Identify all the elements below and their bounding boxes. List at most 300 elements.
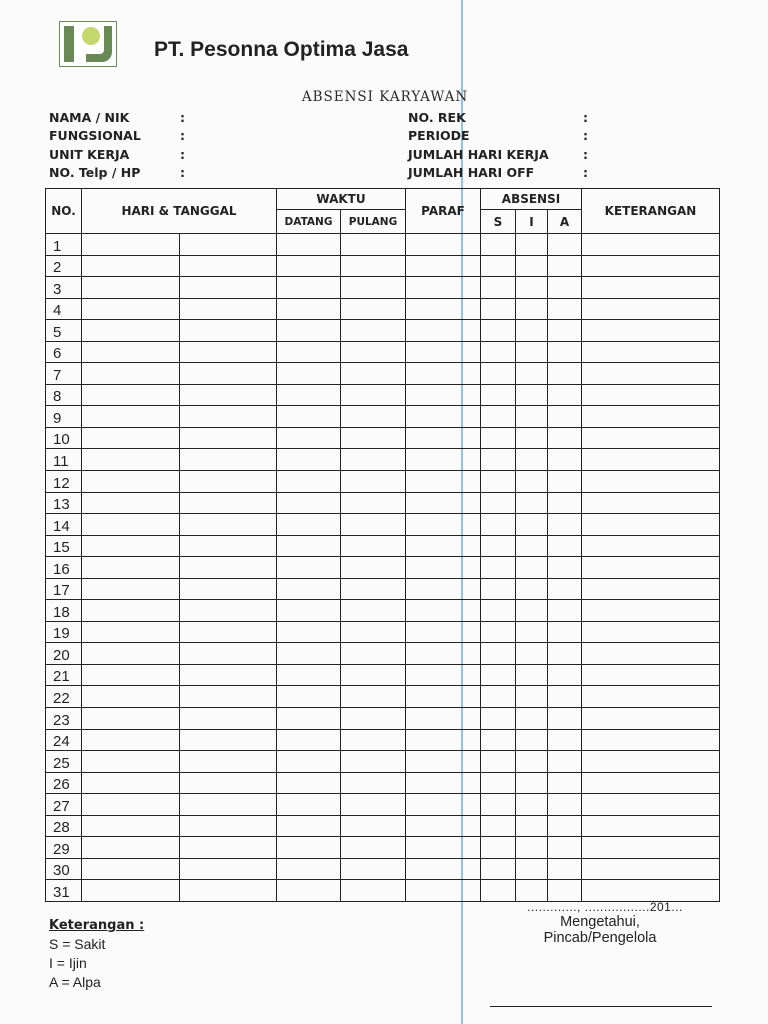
- hari-cell[interactable]: [82, 492, 180, 514]
- keterangan-cell[interactable]: [582, 535, 720, 557]
- a-cell[interactable]: [548, 363, 582, 385]
- a-cell[interactable]: [548, 643, 582, 665]
- paraf-cell[interactable]: [406, 427, 481, 449]
- s-cell[interactable]: [481, 320, 516, 342]
- s-cell[interactable]: [481, 277, 516, 299]
- datang-cell[interactable]: [277, 535, 341, 557]
- datang-cell[interactable]: [277, 492, 341, 514]
- hari-cell[interactable]: [82, 277, 180, 299]
- info-row-telp: [49, 164, 249, 182]
- hari-cell[interactable]: [82, 578, 180, 600]
- i-cell[interactable]: [516, 298, 548, 320]
- tanggal-cell[interactable]: [180, 664, 277, 686]
- tanggal-cell[interactable]: [180, 686, 277, 708]
- hari-cell[interactable]: [82, 837, 180, 859]
- pulang-cell[interactable]: [341, 643, 406, 665]
- keterangan-cell[interactable]: [582, 406, 720, 428]
- datang-cell[interactable]: [277, 643, 341, 665]
- hari-cell[interactable]: [82, 255, 180, 277]
- hari-cell[interactable]: [82, 234, 180, 256]
- i-cell[interactable]: [516, 643, 548, 665]
- keterangan-cell[interactable]: [582, 471, 720, 493]
- row-number: 26: [46, 772, 82, 794]
- hari-cell[interactable]: [82, 772, 180, 794]
- hari-cell[interactable]: [82, 363, 180, 385]
- pulang-cell[interactable]: [341, 341, 406, 363]
- tanggal-cell[interactable]: [180, 751, 277, 773]
- tanggal-cell[interactable]: [180, 320, 277, 342]
- datang-cell[interactable]: [277, 664, 341, 686]
- tanggal-cell[interactable]: [180, 600, 277, 622]
- a-cell[interactable]: [548, 471, 582, 493]
- pulang-cell[interactable]: [341, 471, 406, 493]
- s-cell[interactable]: [481, 858, 516, 880]
- hari-cell[interactable]: [82, 729, 180, 751]
- pulang-cell[interactable]: [341, 234, 406, 256]
- i-cell[interactable]: [516, 320, 548, 342]
- keterangan-cell[interactable]: [582, 621, 720, 643]
- datang-cell[interactable]: [277, 621, 341, 643]
- i-cell[interactable]: [516, 858, 548, 880]
- info-colon: :: [180, 128, 185, 144]
- a-cell[interactable]: [548, 255, 582, 277]
- hari-cell[interactable]: [82, 320, 180, 342]
- s-cell[interactable]: [481, 751, 516, 773]
- a-cell[interactable]: [548, 815, 582, 837]
- keterangan-cell[interactable]: [582, 427, 720, 449]
- s-cell[interactable]: [481, 514, 516, 536]
- datang-cell[interactable]: [277, 880, 341, 902]
- datang-cell[interactable]: [277, 255, 341, 277]
- datang-cell[interactable]: [277, 384, 341, 406]
- paraf-cell[interactable]: [406, 557, 481, 579]
- paraf-cell[interactable]: [406, 708, 481, 730]
- datang-cell[interactable]: [277, 320, 341, 342]
- a-cell[interactable]: [548, 514, 582, 536]
- keterangan-cell[interactable]: [582, 686, 720, 708]
- keterangan-cell[interactable]: [582, 298, 720, 320]
- tanggal-cell[interactable]: [180, 557, 277, 579]
- keterangan-cell[interactable]: [582, 557, 720, 579]
- s-cell[interactable]: [481, 535, 516, 557]
- tanggal-cell[interactable]: [180, 772, 277, 794]
- paraf-cell[interactable]: [406, 471, 481, 493]
- a-cell[interactable]: [548, 578, 582, 600]
- a-cell[interactable]: [548, 880, 582, 902]
- row-number: 30: [46, 858, 82, 880]
- keterangan-cell[interactable]: [582, 449, 720, 471]
- paraf-cell[interactable]: [406, 341, 481, 363]
- paraf-cell[interactable]: [406, 880, 481, 902]
- s-cell[interactable]: [481, 578, 516, 600]
- hari-cell[interactable]: [82, 471, 180, 493]
- keterangan-cell[interactable]: [582, 578, 720, 600]
- tanggal-cell[interactable]: [180, 621, 277, 643]
- paraf-cell[interactable]: [406, 255, 481, 277]
- paraf-cell[interactable]: [406, 384, 481, 406]
- pulang-cell[interactable]: [341, 794, 406, 816]
- paraf-cell[interactable]: [406, 837, 481, 859]
- header-hari-tanggal: HARI & TANGGAL: [82, 189, 277, 234]
- i-cell[interactable]: [516, 427, 548, 449]
- keterangan-cell[interactable]: [582, 794, 720, 816]
- tanggal-cell[interactable]: [180, 837, 277, 859]
- a-cell[interactable]: [548, 449, 582, 471]
- tanggal-cell[interactable]: [180, 880, 277, 902]
- hari-cell[interactable]: [82, 406, 180, 428]
- pulang-cell[interactable]: [341, 837, 406, 859]
- info-row-hari-kerja: [408, 146, 608, 164]
- s-cell[interactable]: [481, 298, 516, 320]
- i-cell[interactable]: [516, 708, 548, 730]
- pulang-cell[interactable]: [341, 514, 406, 536]
- s-cell[interactable]: [481, 794, 516, 816]
- a-cell[interactable]: [548, 837, 582, 859]
- paraf-cell[interactable]: [406, 772, 481, 794]
- s-cell[interactable]: [481, 643, 516, 665]
- tanggal-cell[interactable]: [180, 794, 277, 816]
- row-number: 23: [46, 708, 82, 730]
- i-cell[interactable]: [516, 686, 548, 708]
- hari-cell[interactable]: [82, 815, 180, 837]
- keterangan-cell[interactable]: [582, 514, 720, 536]
- hari-cell[interactable]: [82, 384, 180, 406]
- info-label: NO. Telp / HP: [49, 164, 141, 180]
- hari-cell[interactable]: [82, 794, 180, 816]
- hari-cell[interactable]: [82, 600, 180, 622]
- i-cell[interactable]: [516, 341, 548, 363]
- a-cell[interactable]: [548, 384, 582, 406]
- paraf-cell[interactable]: [406, 320, 481, 342]
- datang-cell[interactable]: [277, 234, 341, 256]
- pulang-cell[interactable]: [341, 600, 406, 622]
- i-cell[interactable]: [516, 535, 548, 557]
- datang-cell[interactable]: [277, 708, 341, 730]
- s-cell[interactable]: [481, 686, 516, 708]
- row-number: 21: [46, 664, 82, 686]
- tanggal-cell[interactable]: [180, 234, 277, 256]
- keterangan-cell[interactable]: [582, 341, 720, 363]
- a-cell[interactable]: [548, 492, 582, 514]
- tanggal-cell[interactable]: [180, 427, 277, 449]
- attendance-table: [45, 188, 720, 902]
- paraf-cell[interactable]: [406, 234, 481, 256]
- datang-cell[interactable]: [277, 686, 341, 708]
- hari-cell[interactable]: [82, 880, 180, 902]
- s-cell[interactable]: [481, 621, 516, 643]
- paraf-cell[interactable]: [406, 858, 481, 880]
- i-cell[interactable]: [516, 664, 548, 686]
- keterangan-cell[interactable]: [582, 363, 720, 385]
- paraf-cell[interactable]: [406, 298, 481, 320]
- keterangan-cell[interactable]: [582, 772, 720, 794]
- s-cell[interactable]: [481, 406, 516, 428]
- datang-cell[interactable]: [277, 449, 341, 471]
- a-cell[interactable]: [548, 858, 582, 880]
- datang-cell[interactable]: [277, 751, 341, 773]
- pulang-cell[interactable]: [341, 772, 406, 794]
- s-cell[interactable]: [481, 341, 516, 363]
- s-cell[interactable]: [481, 492, 516, 514]
- pulang-cell[interactable]: [341, 535, 406, 557]
- keterangan-cell[interactable]: [582, 277, 720, 299]
- paraf-cell[interactable]: [406, 492, 481, 514]
- s-cell[interactable]: [481, 427, 516, 449]
- s-cell[interactable]: [481, 234, 516, 256]
- tanggal-cell[interactable]: [180, 578, 277, 600]
- i-cell[interactable]: [516, 621, 548, 643]
- tanggal-cell[interactable]: [180, 708, 277, 730]
- row-number: 14: [46, 514, 82, 536]
- i-cell[interactable]: [516, 794, 548, 816]
- s-cell[interactable]: [481, 772, 516, 794]
- s-cell[interactable]: [481, 384, 516, 406]
- i-cell[interactable]: [516, 492, 548, 514]
- pulang-cell[interactable]: [341, 858, 406, 880]
- a-cell[interactable]: [548, 341, 582, 363]
- row-number: 8: [46, 384, 82, 406]
- hari-cell[interactable]: [82, 298, 180, 320]
- hari-cell[interactable]: [82, 557, 180, 579]
- tanggal-cell[interactable]: [180, 255, 277, 277]
- paraf-cell[interactable]: [406, 729, 481, 751]
- paraf-cell[interactable]: [406, 578, 481, 600]
- pulang-cell[interactable]: [341, 708, 406, 730]
- datang-cell[interactable]: [277, 514, 341, 536]
- tanggal-cell[interactable]: [180, 449, 277, 471]
- i-cell[interactable]: [516, 729, 548, 751]
- tanggal-cell[interactable]: [180, 535, 277, 557]
- a-cell[interactable]: [548, 708, 582, 730]
- pulang-cell[interactable]: [341, 406, 406, 428]
- a-cell[interactable]: [548, 557, 582, 579]
- keterangan-cell[interactable]: [582, 858, 720, 880]
- pulang-cell[interactable]: [341, 621, 406, 643]
- a-cell[interactable]: [548, 277, 582, 299]
- pulang-cell[interactable]: [341, 880, 406, 902]
- hari-cell[interactable]: [82, 751, 180, 773]
- hari-cell[interactable]: [82, 708, 180, 730]
- hari-cell[interactable]: [82, 664, 180, 686]
- info-colon: :: [180, 146, 185, 162]
- s-cell[interactable]: [481, 557, 516, 579]
- paraf-cell[interactable]: [406, 535, 481, 557]
- paraf-cell[interactable]: [406, 686, 481, 708]
- paraf-cell[interactable]: [406, 751, 481, 773]
- datang-cell[interactable]: [277, 794, 341, 816]
- hari-cell[interactable]: [82, 341, 180, 363]
- i-cell[interactable]: [516, 751, 548, 773]
- keterangan-cell[interactable]: [582, 320, 720, 342]
- datang-cell[interactable]: [277, 471, 341, 493]
- datang-cell[interactable]: [277, 341, 341, 363]
- keterangan-cell[interactable]: [582, 664, 720, 686]
- pulang-cell[interactable]: [341, 384, 406, 406]
- tanggal-cell[interactable]: [180, 277, 277, 299]
- datang-cell[interactable]: [277, 298, 341, 320]
- hari-cell[interactable]: [82, 449, 180, 471]
- paraf-cell[interactable]: [406, 664, 481, 686]
- pulang-cell[interactable]: [341, 298, 406, 320]
- pulang-cell[interactable]: [341, 815, 406, 837]
- pulang-cell[interactable]: [341, 255, 406, 277]
- a-cell[interactable]: [548, 751, 582, 773]
- table-row: [46, 277, 720, 299]
- hari-cell[interactable]: [82, 427, 180, 449]
- keterangan-cell[interactable]: [582, 492, 720, 514]
- datang-cell[interactable]: [277, 815, 341, 837]
- s-cell[interactable]: [481, 880, 516, 902]
- i-cell[interactable]: [516, 514, 548, 536]
- a-cell[interactable]: [548, 427, 582, 449]
- i-cell[interactable]: [516, 772, 548, 794]
- keterangan-cell[interactable]: [582, 880, 720, 902]
- a-cell[interactable]: [548, 772, 582, 794]
- pulang-cell[interactable]: [341, 320, 406, 342]
- keterangan-cell[interactable]: [582, 234, 720, 256]
- paraf-cell[interactable]: [406, 600, 481, 622]
- i-cell[interactable]: [516, 600, 548, 622]
- paraf-cell[interactable]: [406, 815, 481, 837]
- datang-cell[interactable]: [277, 363, 341, 385]
- paraf-cell[interactable]: [406, 643, 481, 665]
- i-cell[interactable]: [516, 406, 548, 428]
- hari-cell[interactable]: [82, 686, 180, 708]
- i-cell[interactable]: [516, 449, 548, 471]
- tanggal-cell[interactable]: [180, 492, 277, 514]
- datang-cell[interactable]: [277, 557, 341, 579]
- s-cell[interactable]: [481, 363, 516, 385]
- hari-cell[interactable]: [82, 621, 180, 643]
- tanggal-cell[interactable]: [180, 729, 277, 751]
- a-cell[interactable]: [548, 406, 582, 428]
- keterangan-cell[interactable]: [582, 837, 720, 859]
- i-cell[interactable]: [516, 837, 548, 859]
- keterangan-cell[interactable]: [582, 600, 720, 622]
- a-cell[interactable]: [548, 621, 582, 643]
- pulang-cell[interactable]: [341, 729, 406, 751]
- pulang-cell[interactable]: [341, 557, 406, 579]
- i-cell[interactable]: [516, 815, 548, 837]
- hari-cell[interactable]: [82, 535, 180, 557]
- datang-cell[interactable]: [277, 277, 341, 299]
- a-cell[interactable]: [548, 298, 582, 320]
- s-cell[interactable]: [481, 815, 516, 837]
- tanggal-cell[interactable]: [180, 471, 277, 493]
- tanggal-cell[interactable]: [180, 363, 277, 385]
- tanggal-cell[interactable]: [180, 858, 277, 880]
- keterangan-cell[interactable]: [582, 255, 720, 277]
- row-number: 28: [46, 815, 82, 837]
- i-cell[interactable]: [516, 234, 548, 256]
- datang-cell[interactable]: [277, 600, 341, 622]
- pulang-cell[interactable]: [341, 277, 406, 299]
- hari-cell[interactable]: [82, 514, 180, 536]
- paraf-cell[interactable]: [406, 514, 481, 536]
- hari-cell[interactable]: [82, 858, 180, 880]
- i-cell[interactable]: [516, 557, 548, 579]
- paraf-cell[interactable]: [406, 449, 481, 471]
- paraf-cell[interactable]: [406, 363, 481, 385]
- datang-cell[interactable]: [277, 729, 341, 751]
- i-cell[interactable]: [516, 880, 548, 902]
- tanggal-cell[interactable]: [180, 341, 277, 363]
- pulang-cell[interactable]: [341, 751, 406, 773]
- datang-cell[interactable]: [277, 772, 341, 794]
- keterangan-cell[interactable]: [582, 384, 720, 406]
- a-cell[interactable]: [548, 320, 582, 342]
- document-title: ABSENSI KARYAWAN: [301, 89, 469, 105]
- pulang-cell[interactable]: [341, 578, 406, 600]
- a-cell[interactable]: [548, 729, 582, 751]
- s-cell[interactable]: [481, 708, 516, 730]
- i-cell[interactable]: [516, 471, 548, 493]
- datang-cell[interactable]: [277, 858, 341, 880]
- i-cell[interactable]: [516, 384, 548, 406]
- hari-cell[interactable]: [82, 643, 180, 665]
- keterangan-cell[interactable]: [582, 815, 720, 837]
- pulang-cell[interactable]: [341, 664, 406, 686]
- s-cell[interactable]: [481, 471, 516, 493]
- s-cell[interactable]: [481, 837, 516, 859]
- tanggal-cell[interactable]: [180, 298, 277, 320]
- s-cell[interactable]: [481, 600, 516, 622]
- a-cell[interactable]: [548, 234, 582, 256]
- datang-cell[interactable]: [277, 427, 341, 449]
- a-cell[interactable]: [548, 686, 582, 708]
- paraf-cell[interactable]: [406, 621, 481, 643]
- tanggal-cell[interactable]: [180, 406, 277, 428]
- pulang-cell[interactable]: [341, 449, 406, 471]
- pulang-cell[interactable]: [341, 427, 406, 449]
- paraf-cell[interactable]: [406, 794, 481, 816]
- datang-cell[interactable]: [277, 837, 341, 859]
- pulang-cell[interactable]: [341, 363, 406, 385]
- i-cell[interactable]: [516, 363, 548, 385]
- tanggal-cell[interactable]: [180, 514, 277, 536]
- keterangan-cell[interactable]: [582, 751, 720, 773]
- tanggal-cell[interactable]: [180, 643, 277, 665]
- a-cell[interactable]: [548, 794, 582, 816]
- paraf-cell[interactable]: [406, 406, 481, 428]
- pulang-cell[interactable]: [341, 492, 406, 514]
- table-row: [46, 471, 720, 493]
- s-cell[interactable]: [481, 255, 516, 277]
- datang-cell[interactable]: [277, 578, 341, 600]
- row-number: 20: [46, 643, 82, 665]
- a-cell[interactable]: [548, 664, 582, 686]
- pulang-cell[interactable]: [341, 686, 406, 708]
- i-cell[interactable]: [516, 255, 548, 277]
- keterangan-cell[interactable]: [582, 708, 720, 730]
- paraf-cell[interactable]: [406, 277, 481, 299]
- keterangan-cell[interactable]: [582, 729, 720, 751]
- keterangan-cell[interactable]: [582, 643, 720, 665]
- s-cell[interactable]: [481, 664, 516, 686]
- info-label: PERIODE: [408, 128, 470, 144]
- datang-cell[interactable]: [277, 406, 341, 428]
- i-cell[interactable]: [516, 277, 548, 299]
- a-cell[interactable]: [548, 535, 582, 557]
- i-cell[interactable]: [516, 578, 548, 600]
- s-cell[interactable]: [481, 449, 516, 471]
- tanggal-cell[interactable]: [180, 815, 277, 837]
- tanggal-cell[interactable]: [180, 384, 277, 406]
- a-cell[interactable]: [548, 600, 582, 622]
- table-row: [46, 751, 720, 773]
- s-cell[interactable]: [481, 729, 516, 751]
- info-label: NAMA / NIK: [49, 110, 130, 125]
